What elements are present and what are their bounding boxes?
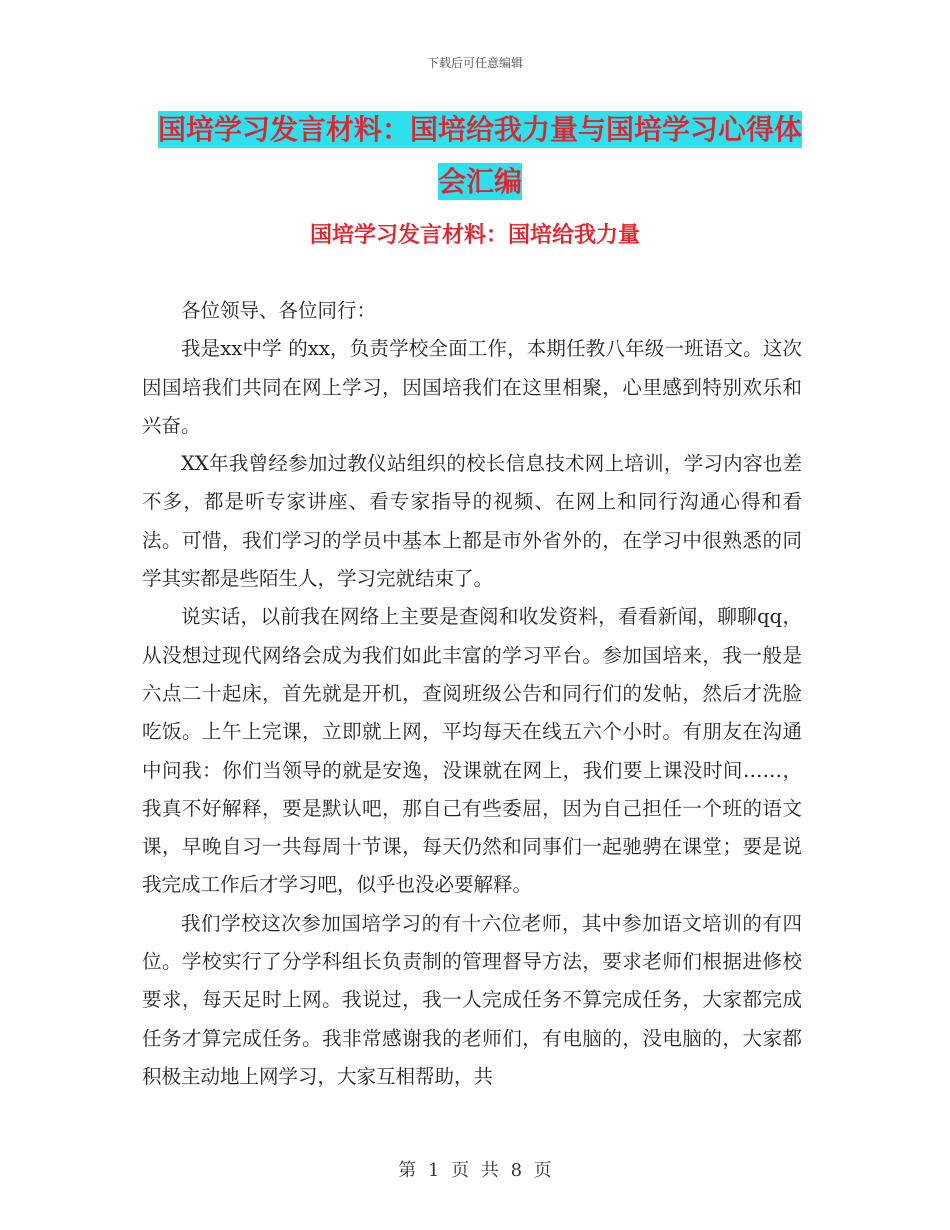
- paragraph: 我是xx中学 的xx，负责学校全面工作，本期任教八年级一班语文。这次因国培我们共同在网上学习，因国培我们在这里相聚，心里感到特别欢乐和兴奋。: [142, 337, 802, 437]
- section-title: 国培学习发言材料：国培给我力量: [309, 223, 640, 248]
- document-title: [150, 104, 810, 208]
- document-title-text: 国培学习发言材料：国培给我力量与国培学习心得体会汇编: [157, 113, 802, 198]
- page-footer: 第 1 页 共 8 页: [398, 1160, 552, 1181]
- paragraph: XX年我曾经参加过教仪站组织的校长信息技术网上培训，学习内容也差不多，都是听专家讲座、看专家指导的视频、在网上和同行沟通心得和看法。可惜，我们学习的学员中基本上都是市外省外的，在学习中很熟悉的同学其实都是些陌生人，学习完就结束了。: [142, 452, 802, 591]
- document-body: [142, 292, 802, 1096]
- header-note: 下载后可任意编辑: [426, 56, 523, 70]
- paragraph: 说实话，以前我在网络上主要是查阅和收发资料，看看新闻，聊聊qq，从没想过现代网络会成为我们如此丰富的学习平台。参加国培来，我一般是六点二十起床，首先就是开机，查阅班级公告和同行们的发帖，然后才洗脸吃饭。上午上完课，立即就上网，平均每天在线五六个小时。有朋友在沟通中问我：你们当领导的就是安逸，没课就在网上，我们要上课没时间……，我真不好解释，要是默认吧，那自己有些委屈，因为自己担任一个班的语文课，早晚自习一共每周十节课，每天仍然和同事们一起驰骋在课堂；要是说我完成工作后才学习吧，似乎也没必要解释。: [142, 605, 802, 897]
- paragraph: 我们学校这次参加国培学习的有十六位老师，其中参加语文培训的有四位。学校实行了分学科组长负责制的管理督导方法，要求老师们根据进修校要求，每天足时上网。我说过，我一人完成任务不算完成任务，大家都完成任务才算完成任务。我非常感谢我的老师们，有电脑的，没电脑的，大家都积极主动地上网学习，大家互相帮助，共: [142, 911, 802, 1088]
- paragraph-greeting: 各位领导、各位同行：: [181, 299, 377, 322]
